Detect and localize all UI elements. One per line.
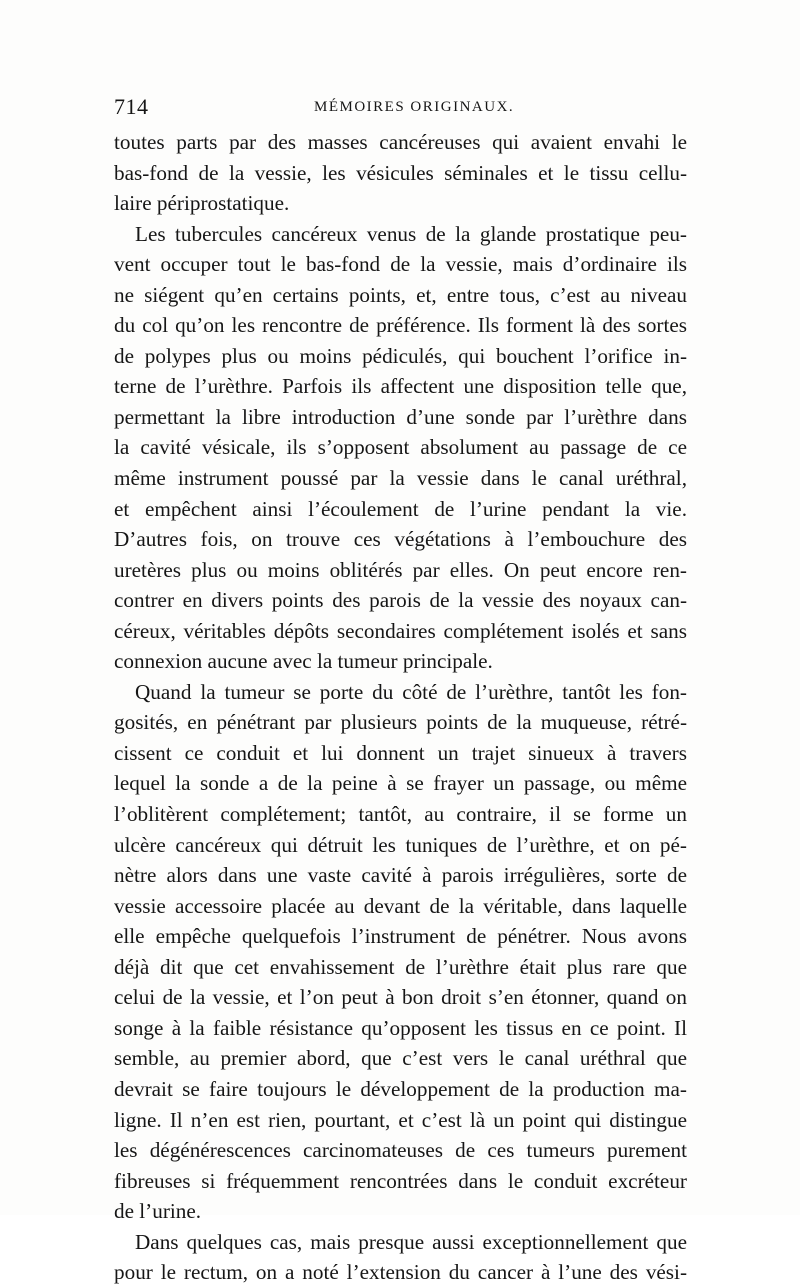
text-line: l’oblitèrent complétement; tantôt, au contraire, il se forme un [114,802,687,827]
text-line: Dans quelques cas, mais presque aussi exceptionnellement que [135,1229,687,1254]
text-line: céreux, véritables dépôts secondaires complétement isolés et sans [114,618,687,643]
text-line: même instrument poussé par la vessie dans le canal uréthral, [114,466,687,491]
text-line: ligne. Il n’en est rien, pourtant, et c’est là un point qui distingue [114,1107,687,1132]
text-line: vessie accessoire placée au devant de la véritable, dans laquelle [114,893,687,918]
text-line: pour le rectum, on a noté l’extension du cancer à l’une des vési- [114,1260,687,1285]
text-line: cissent ce conduit et lui donnent un trajet sinueux à travers [114,740,687,765]
text-line: uretères plus ou moins oblitérés par elles. On peut encore ren- [114,557,687,582]
text-line: les dégénérescences carcinomateuses de ces tumeurs purement [114,1138,687,1163]
text-line: nètre alors dans une vaste cavité à parois irrégulières, sorte de [114,863,687,888]
page-header [114,92,686,122]
text-line: la cavité vésicale, ils s’opposent absolument au passage de ce [114,435,687,460]
text-line: semble, au premier abord, que c’est vers le canal uréthral que [114,1046,687,1071]
text-line: de l’urine. [114,1199,202,1224]
text-line: gosités, en pénétrant par plusieurs points de la muqueuse, rétré- [114,710,687,735]
text-line: Les tubercules cancéreux venus de la glande prostatique peu- [135,221,687,246]
text-line: laire périprostatique. [114,191,290,216]
text-line: ne siégent qu’en certains points, et, entre tous, c’est au niveau [114,282,687,307]
text-line: de polypes plus ou moins pédiculés, qui bouchent l’orifice in- [114,343,687,368]
text-line: songe à la faible résistance qu’opposent les tissus en ce point. Il [114,1015,687,1040]
text-line: et empêchent ainsi l’écoulement de l’urine pendant la vie. [114,496,687,521]
text-line: Quand la tumeur se porte du côté de l’urèthre, tantôt les fon- [135,679,687,704]
page-number: 714 [114,94,149,119]
text-line: terne de l’urèthre. Parfois ils affectent une disposition telle que, [114,374,687,399]
text-line: elle empêche quelquefois l’instrument de pénétrer. Nous avons [114,924,687,949]
text-line: permettant la libre introduction d’une sonde par l’urèthre dans [114,404,687,429]
body-text [114,127,687,1288]
text-line: bas-fond de la vessie, les vésicules séminales et le tissu cellu- [114,160,687,185]
text-line: du col qu’on les rencontre de préférence. Ils forment là des sortes [114,313,687,338]
text-line: vent occuper tout le bas-fond de la vessie, mais d’ordinaire ils [114,252,687,277]
text-line: fibreuses si fréquemment rencontrées dans le conduit excréteur [114,1168,687,1193]
text-line: déjà dit que cet envahissement de l’urèthre était plus rare que [114,954,687,979]
text-line: toutes parts par des masses cancéreuses qui avaient envahi le [114,130,687,154]
text-line: devrait se faire toujours le développement de la production ma- [114,1076,687,1101]
text-line: lequel la sonde a de la peine à se frayer un passage, ou même [114,771,687,796]
text-line: celui de la vessie, et l’on peut à bon droit s’en étonner, quand on [114,985,687,1010]
text-line: connexion aucune avec la tumeur principale. [114,649,493,674]
text-line: D’autres fois, on trouve ces végétations à l’embouchure des [114,527,687,552]
text-line: ulcère cancéreux qui détruit les tuniques de l’urèthre, et on pé- [114,832,687,857]
running-head: MÉMOIRES ORIGINAUX. [314,99,515,115]
text-line: contrer en divers points des parois de la vessie des noyaux can- [114,588,687,613]
